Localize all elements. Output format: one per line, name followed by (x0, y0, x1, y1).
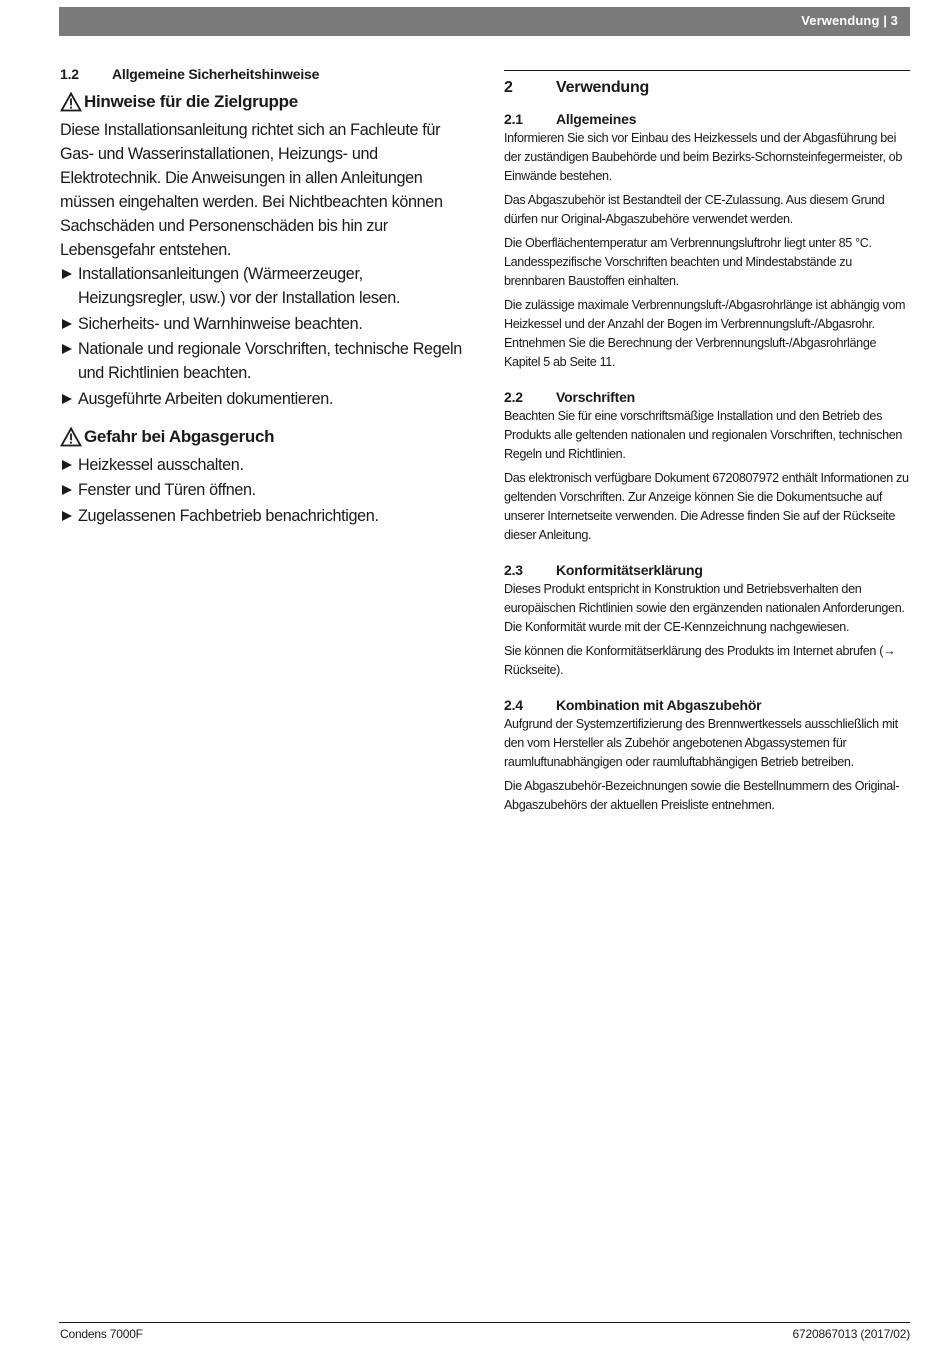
list-item: Heizkessel ausschalten. (60, 453, 465, 477)
hint-paragraph: Diese Installationsanleitung richtet sich an Fachleute für Gas- und Wasserinstallationen, Heizungs- und Elektrotechnik. Die Anweisungen in allen Anleitungen müssen eingehalten werden. Bei Nichtbeachten können Sachschäden und Personenschäden bis hin zur Lebensgefahr entstehen. (60, 121, 443, 259)
hint-steps-list (60, 262, 465, 411)
footer-product-name: Condens 7000F (60, 1327, 143, 1341)
list-item: Zugelassenen Fachbetrieb benachrichtigen. (60, 504, 465, 528)
hint-title-text: Hinweise für die Zielgruppe (84, 92, 298, 111)
paragraph: Die Abgaszubehör-Bezeichnungen sowie die Bestellnummern des Original-Abgaszubehörs der aktuellen Preisliste entnehmen. (504, 779, 900, 812)
header-bar (59, 7, 910, 36)
bullet-arrow-icon (62, 319, 72, 329)
list-item: Nationale und regionale Vorschriften, technische Regeln und Richtlinien beachten. (60, 337, 465, 385)
bullet-arrow-icon (62, 485, 72, 495)
header-title: Verwendung | 3 (801, 13, 898, 28)
list-item: Fenster und Türen öffnen. (60, 478, 465, 502)
divider (504, 70, 910, 71)
bullet-arrow-icon (62, 460, 72, 470)
chapter-number: 2 (504, 79, 513, 96)
hint-steps-list (60, 453, 465, 528)
bullet-arrow-icon (62, 394, 72, 404)
list-item: Sicherheits- und Warnhinweise beachten. (60, 312, 465, 336)
left-column (60, 62, 465, 529)
section-heading-1-2 (60, 66, 465, 82)
hint-exhaust-heading (60, 427, 465, 447)
section-heading-2-2: 2.2 Vorschriften (504, 389, 636, 405)
paragraph: Aufgrund der Systemzertifizierung des Brennwertkessels ausschließlich mit den vom Hersteller als Zubehör angebotenen Abgassystemen für raumluftunabhängigen oder raumluftabhängigen Betrieb betreiben. (504, 717, 898, 769)
warning-triangle-icon (60, 92, 82, 112)
hint-target-group-heading (60, 92, 465, 112)
chapter-title: Verwendung (556, 79, 650, 96)
paragraph: Sie können die Konformitätserklärung des Produkts im Internet abrufen (→ Rückseite). (504, 644, 896, 677)
paragraph: Die zulässige maximale Verbrennungsluft-/Abgasrohrlänge ist abhängig vom Heizkessel und der Anzahl der Bogen im Verbrennungsluft-/Abgasrohr. Entnehmen Sie die Berechnung der Verbrennungsluft-/Abgasrohrlänge Kapitel 5 ab Seite 11. (504, 298, 906, 369)
paragraph: Beachten Sie für eine vorschriftsmäßige Installation und den Betrieb des Produkts alle geltenden nationalen und regionalen Vorschriften, technischen Regeln und Richtlinien. (504, 409, 903, 461)
list-item: Ausgeführte Arbeiten dokumentieren. (60, 387, 465, 411)
paragraph: Das Abgaszubehör ist Bestandteil der CE-Zulassung. Aus diesem Grund dürfen nur Original-Abgaszubehöre verwendet werden. (504, 193, 885, 226)
section-heading-2-1: 2.1 Allgemeines (504, 111, 637, 127)
footer-divider (59, 1322, 910, 1323)
paragraph: Die Oberflächentemperatur am Verbrennungsluftrohr liegt unter 85 °C. Landesspezifische Vorschriften beachten und Mindestabstände zu brennbaren Baustoffen einhalten. (504, 236, 872, 288)
section-heading-2-4: 2.4 Kombination mit Abgaszubehör (504, 697, 762, 713)
right-column (504, 70, 910, 820)
paragraph: Informieren Sie sich vor Einbau des Heizkessels und der Abgasführung bei der zuständigen Baubehörde und beim Bezirks-Schornsteinfegermeister, ob Einwände bestehen. (504, 131, 902, 183)
paragraph: Dieses Produkt entspricht in Konstruktion und Betriebsverhalten den europäischen Richtlinien sowie den ergänzenden nationalen Anforderungen. Die Konformität wurde mit der CE-Kennzeichnung nachgewiesen. (504, 582, 905, 634)
section-number: 1.2 (60, 66, 79, 82)
bullet-arrow-icon (62, 269, 72, 279)
paragraph: Das elektronisch verfügbare Dokument 6720807972 enthält Informationen zu geltenden Vorschriften. Zur Anzeige können Sie die Dokumentsuche auf unserer Internetseite verwenden. Die Adresse finden Sie auf der Rückseite dieser Anleitung. (504, 471, 909, 542)
bullet-arrow-icon (62, 511, 72, 521)
section-title: Allgemeine Sicherheitshinweise (112, 66, 320, 82)
chapter-heading (504, 79, 910, 97)
hint-title-text: Gefahr bei Abgasgeruch (84, 426, 275, 446)
list-item: Installationsanleitungen (Wärmeerzeuger, Heizungsregler, usw.) vor der Installation lesen. (60, 262, 465, 310)
section-heading-2-3: 2.3 Konformitätserklärung (504, 562, 703, 578)
footer-document-number: 6720867013 (2017/02) (792, 1327, 910, 1341)
bullet-arrow-icon (62, 344, 72, 354)
warning-triangle-icon (60, 427, 82, 447)
